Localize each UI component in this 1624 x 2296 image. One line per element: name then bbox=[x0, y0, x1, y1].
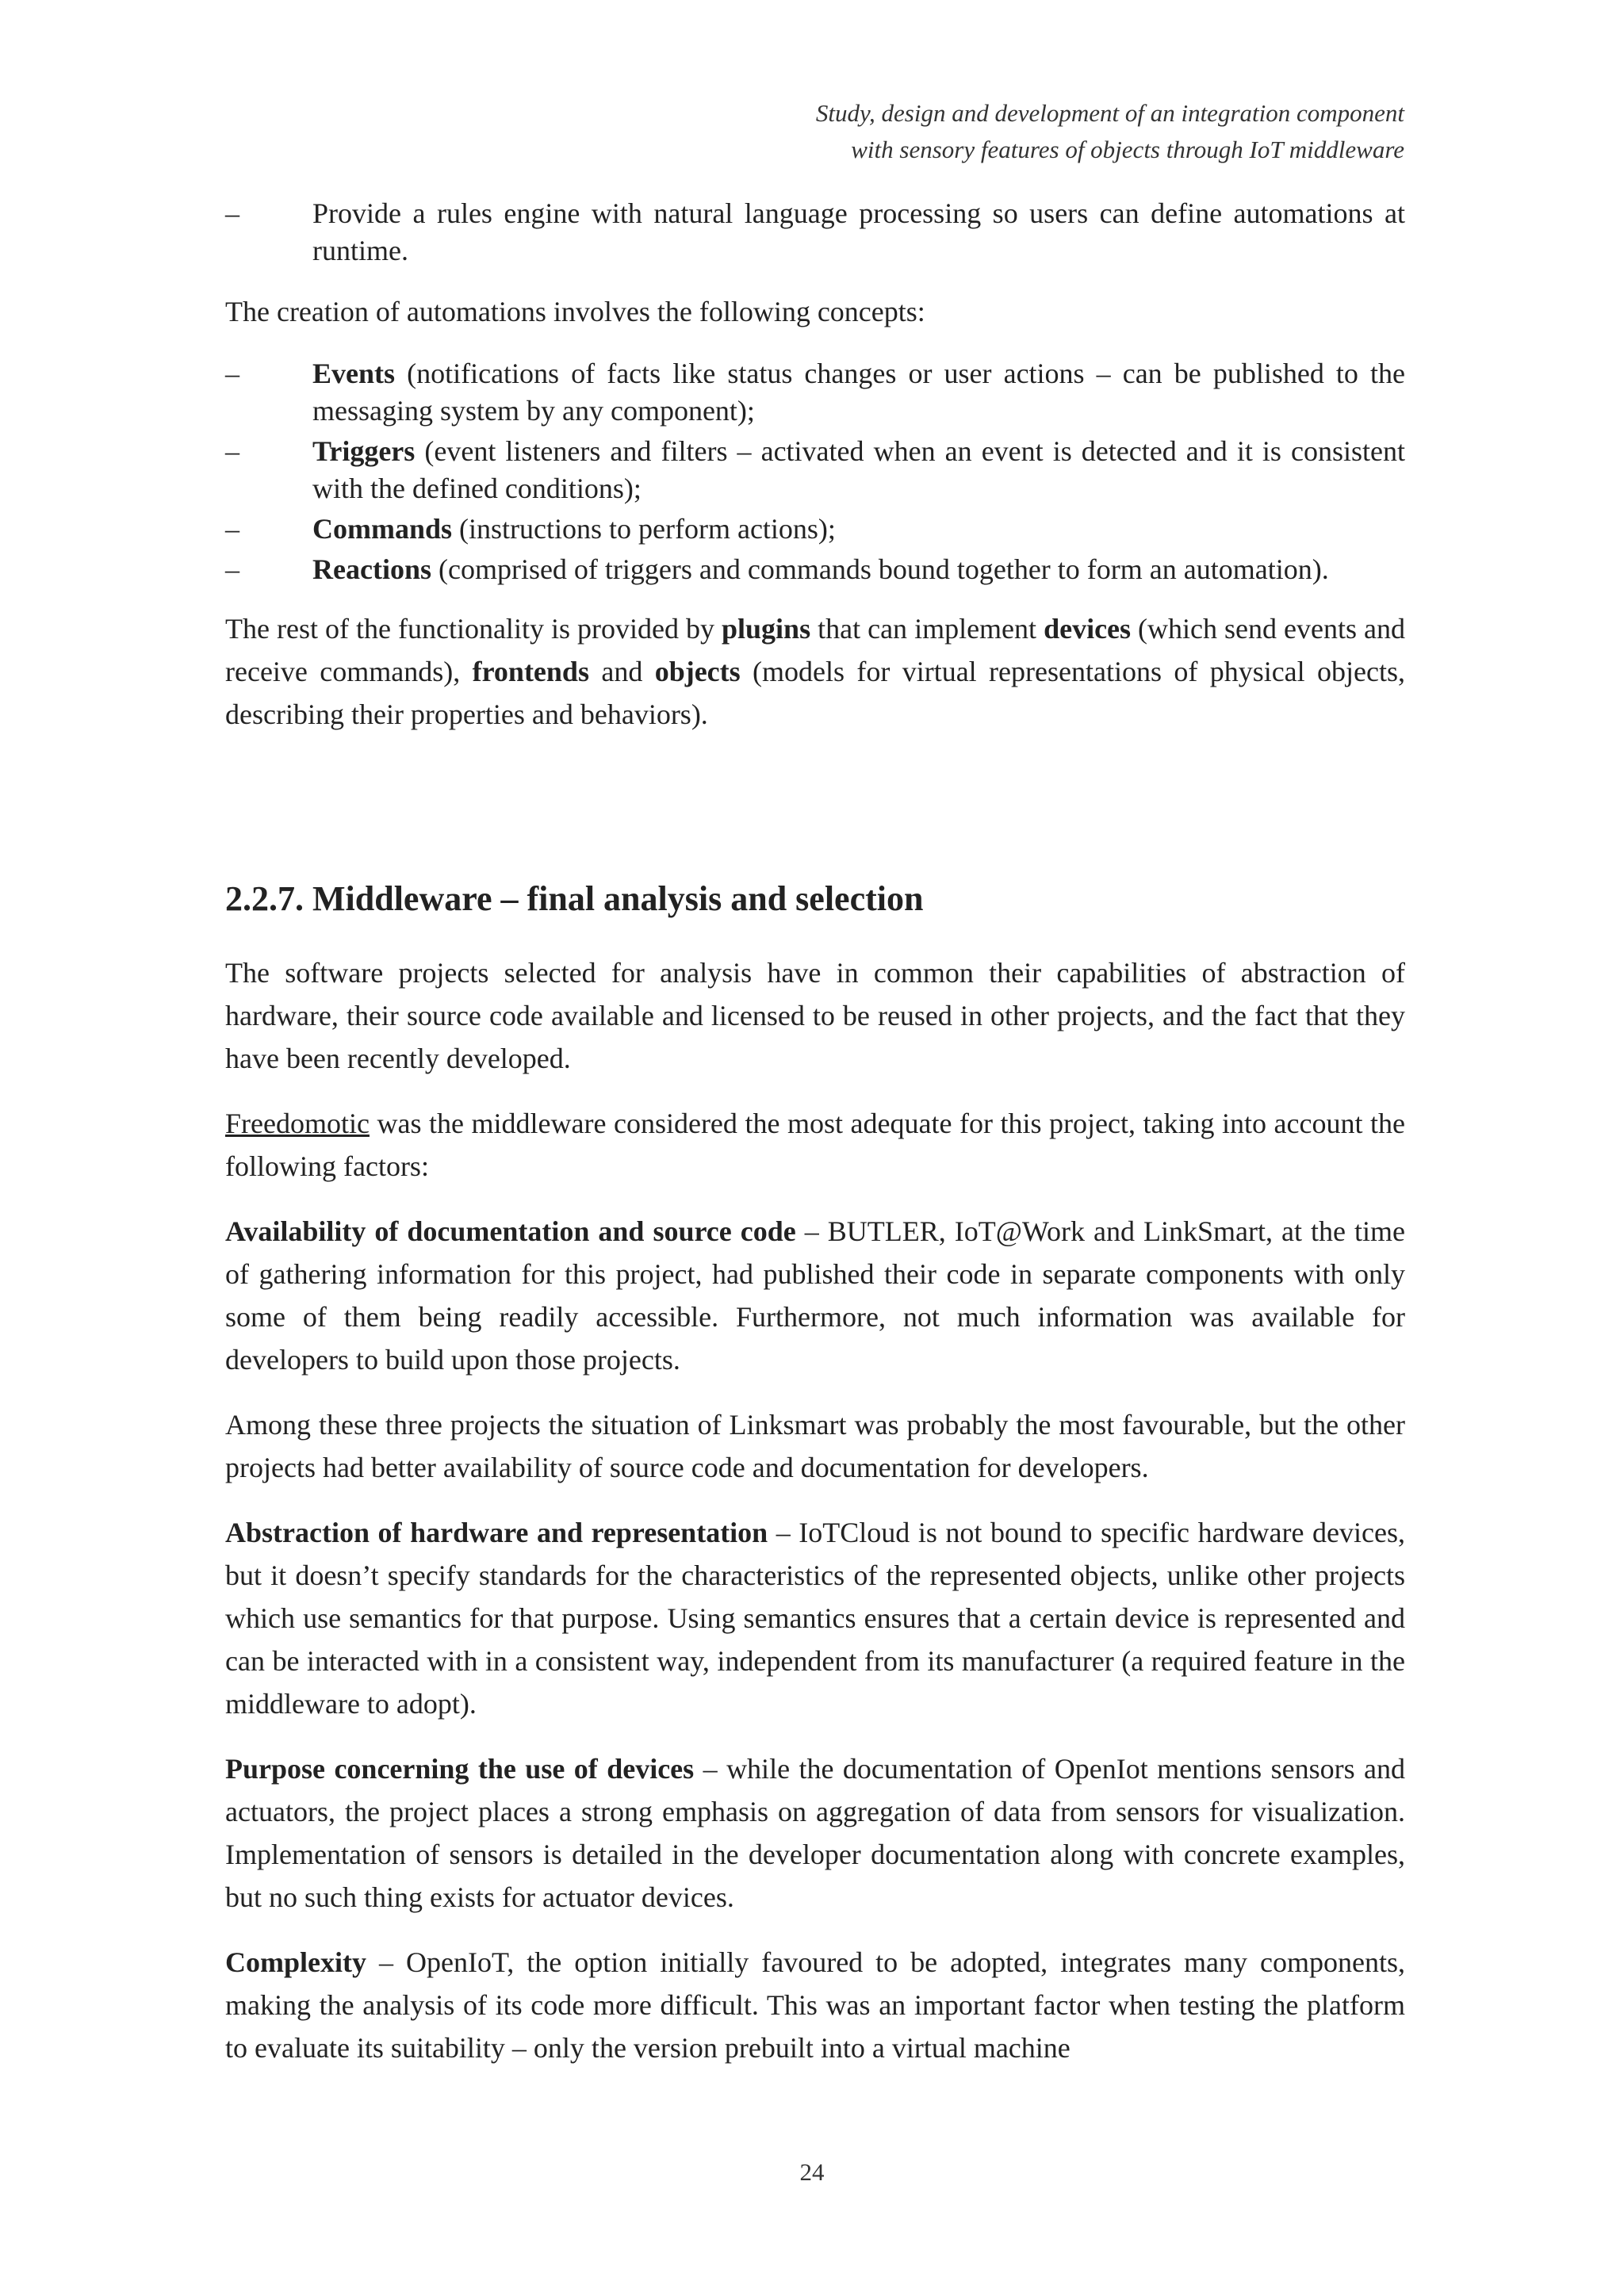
text-run: The rest of the functionality is provided by bbox=[225, 613, 722, 645]
text-run: and bbox=[588, 656, 655, 687]
dash-bullet: – bbox=[225, 435, 239, 467]
term-triggers: Triggers bbox=[312, 435, 416, 467]
text-run: – IoTCloud is not bound to specific hardware devices, but it doesn’t specify standards for the characteristics of the represented objects, unlike other projects which use semantics for that purpose. Using semantics ensures that a certain device is represented and can be interacted with in a consistent way, independent from its manufacturer (a required feature in the middleware to adopt). bbox=[225, 1517, 1405, 1720]
term-plugins: plugins bbox=[722, 613, 811, 645]
paragraph-purpose bbox=[225, 1747, 1405, 1919]
paragraph-among-projects: Among these three projects the situation of Linksmart was probably the most favourable, but the other projects had better availability of source code and documentation for developers. bbox=[225, 1409, 1405, 1483]
section-heading: 2.2.7. Middleware – final analysis and selection bbox=[225, 879, 924, 918]
term-availability: Availability of documentation and source code bbox=[225, 1215, 796, 1247]
paragraph-complexity bbox=[225, 1941, 1405, 2069]
concepts-list bbox=[225, 355, 1405, 588]
text-run: (models for virtual representations of physical objects, describing their properties and behaviors). bbox=[225, 656, 1405, 730]
objectives-list bbox=[225, 195, 1405, 270]
list-item-text: (instructions to perform actions); bbox=[452, 513, 836, 545]
term-purpose: Purpose concerning the use of devices bbox=[225, 1753, 695, 1785]
term-devices: devices bbox=[1044, 613, 1132, 645]
text-run: – BUTLER, IoT@Work and LinkSmart, at the time of gathering information for this project, had published their code in separate components with only some of them being readily accessible. Furthermore, not much information was available for developers to build upon those projects. bbox=[225, 1215, 1405, 1376]
list-item-triggers bbox=[225, 433, 1405, 507]
list-item-text: (comprised of triggers and commands bound together to form an automation). bbox=[431, 553, 1329, 585]
paragraph-abstraction bbox=[225, 1511, 1405, 1725]
body-content bbox=[225, 195, 1405, 2091]
term-objects: objects bbox=[654, 656, 741, 687]
term-abstraction: Abstraction of hardware and representation bbox=[225, 1517, 768, 1548]
dash-bullet: – bbox=[225, 358, 239, 389]
text-run: – OpenIoT, the option initially favoured to be adopted, integrates many components, making the analysis of its code more difficult. This was an important factor when testing the platform to evaluate its suitability – only the version prebuilt into a virtual machine bbox=[225, 1946, 1405, 2064]
list-item-text: Provide a rules engine with natural language processing so users can define automations at runtime. bbox=[312, 197, 1405, 266]
term-reactions: Reactions bbox=[312, 553, 431, 585]
list-item-reactions bbox=[225, 551, 1405, 588]
paragraph-availability bbox=[225, 1210, 1405, 1381]
list-item-text: (event listeners and filters – activated when an event is detected and it is consistent with the defined conditions); bbox=[312, 435, 1405, 504]
term-events: Events bbox=[312, 358, 396, 389]
list-item bbox=[225, 195, 1405, 270]
term-frontends: frontends bbox=[472, 656, 589, 687]
list-item-commands bbox=[225, 511, 1405, 548]
text-run: – while the documentation of OpenIot mentions sensors and actuators, the project places a strong emphasis on aggregation of data from sensors for visualization. Implementation of sensors is detailed in the developer documentation along with concrete examples, but no such thing exists for actuator devices. bbox=[225, 1753, 1406, 1913]
running-header bbox=[373, 95, 1404, 168]
page-number: 24 bbox=[799, 2158, 825, 2186]
running-header-line-2: with sensory features of objects through IoT middleware bbox=[851, 136, 1404, 163]
dash-bullet: – bbox=[225, 513, 239, 545]
paragraph-freedomotic bbox=[225, 1102, 1405, 1188]
paragraph-analysis-intro: The software projects selected for analysis have in common their capabilities of abstraction of hardware, their source code available and licensed to be reused in other projects, and the fact that they have been recently developed. bbox=[225, 957, 1405, 1074]
text-run: (which send events and receive commands), bbox=[225, 613, 1406, 687]
list-item-text: (notifications of facts like status changes or user actions – can be published to the messaging system by any component); bbox=[312, 358, 1405, 427]
paragraph-concepts-intro: The creation of automations involves the following concepts: bbox=[225, 296, 925, 327]
text-run: was the middleware considered the most adequate for this project, taking into account the following factors: bbox=[225, 1108, 1405, 1182]
term-complexity: Complexity bbox=[225, 1946, 366, 1978]
dash-bullet: – bbox=[225, 197, 239, 229]
term-commands: Commands bbox=[312, 513, 453, 545]
list-item-events bbox=[225, 355, 1405, 430]
text-run: that can implement bbox=[810, 613, 1044, 645]
freedomotic-underlined: Freedomotic bbox=[225, 1108, 370, 1139]
paragraph-plugins bbox=[225, 607, 1405, 736]
dash-bullet: – bbox=[225, 553, 239, 585]
running-header-line-1: Study, design and development of an integration component bbox=[815, 99, 1404, 127]
